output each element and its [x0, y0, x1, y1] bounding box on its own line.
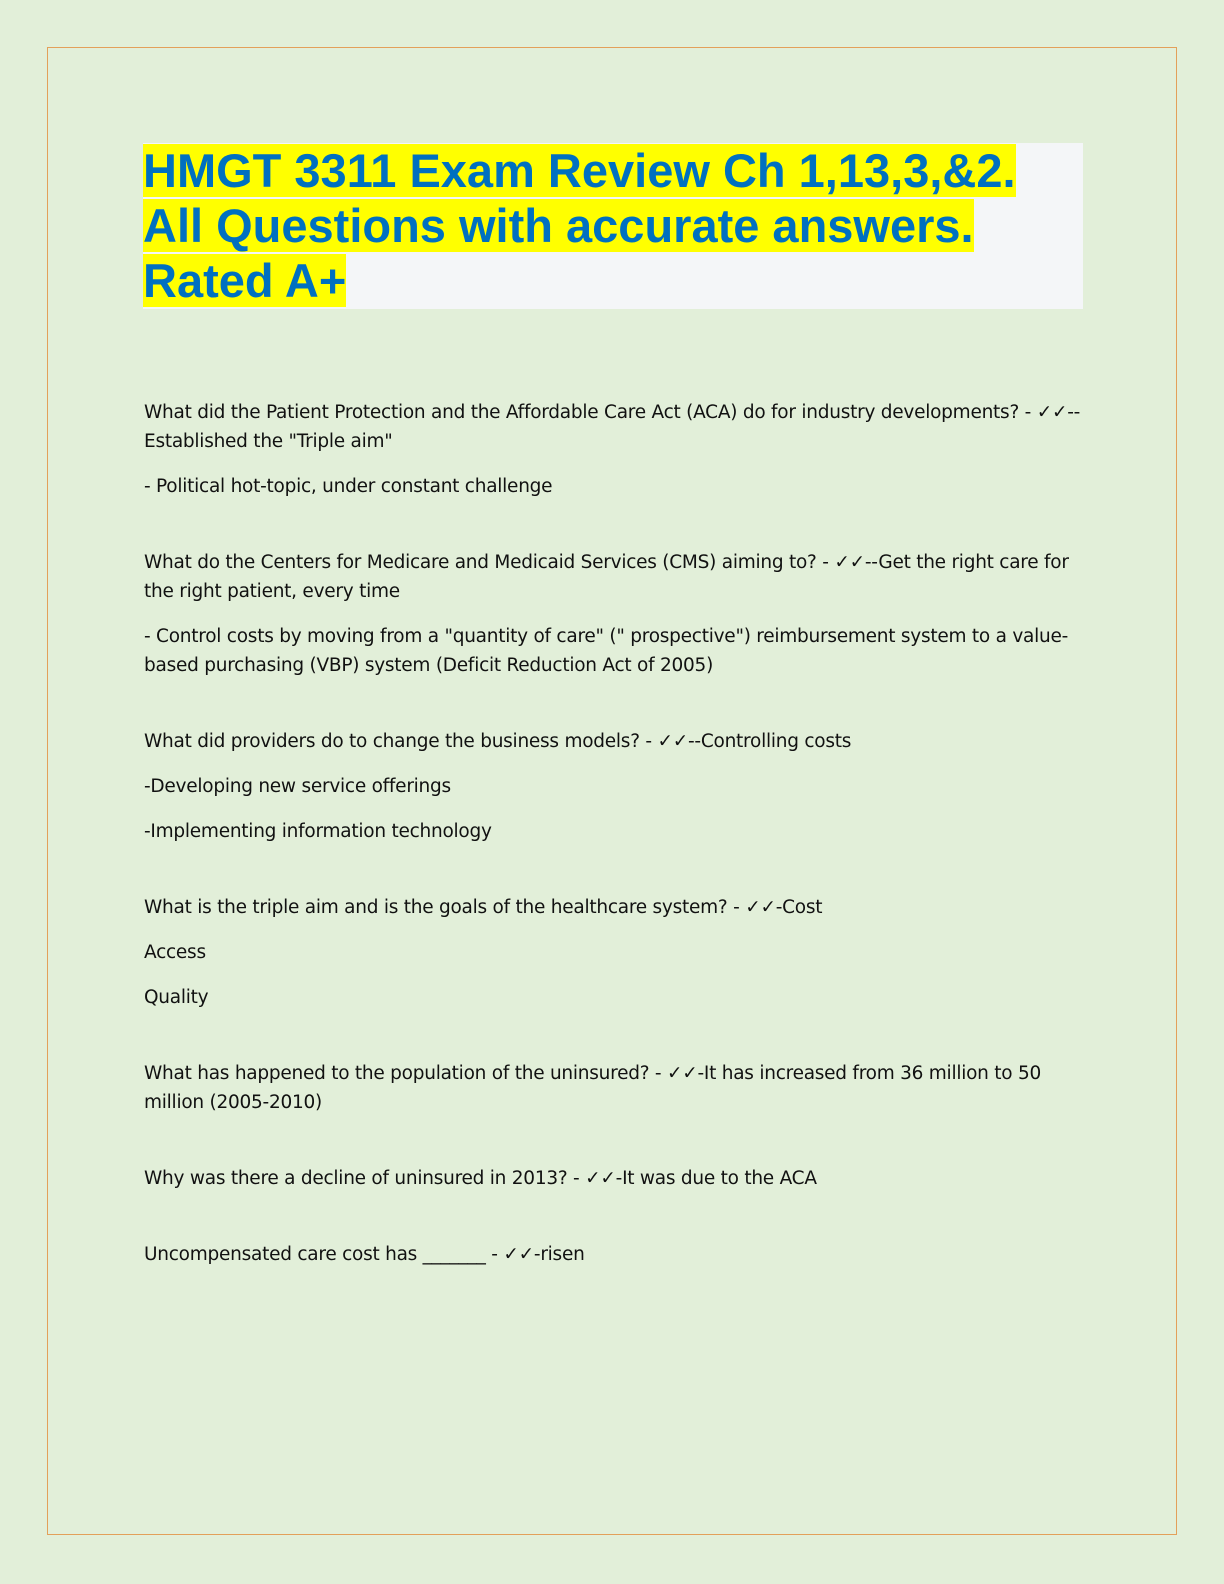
qa-item — [144, 727, 1084, 846]
answer-line: Access — [144, 942, 206, 963]
answer-line: - Control costs by moving from a "quantity of care" (" prospective") reimbursement system to a value-based purchasing (VBP) system (Deficit Reduction Act of 2005) — [144, 626, 1069, 676]
check-mark-icon: ✓✓ — [657, 731, 688, 752]
check-mark-icon: ✓✓ — [503, 1244, 534, 1265]
check-mark-icon: ✓✓ — [834, 552, 865, 573]
answer-line: -Implementing information technology — [144, 821, 492, 842]
question-line — [144, 1164, 1084, 1193]
question-line — [144, 1240, 1084, 1269]
document-title — [143, 143, 1083, 308]
qa-item — [144, 398, 1084, 501]
check-mark-icon: ✓✓ — [745, 897, 776, 918]
check-mark-icon: ✓✓ — [666, 1063, 698, 1084]
question-line — [144, 727, 1084, 756]
question-text: What did the Patient Protection and the Affordable Care Act (ACA) do for industry developments? - — [144, 402, 1037, 423]
qa-item — [144, 548, 1084, 680]
qa-item — [144, 1164, 1084, 1193]
qa-item — [144, 1240, 1084, 1269]
question-text: What do the Centers for Medicare and Medicaid Services (CMS) aiming to? - — [144, 552, 835, 573]
question-line — [144, 893, 1084, 922]
question-line — [144, 548, 1084, 606]
question-text: What has happened to the population of the uninsured? - — [144, 1063, 667, 1084]
qa-item — [144, 1059, 1084, 1117]
question-line — [144, 1059, 1084, 1117]
answer-text: --Established the "Triple aim" — [144, 402, 1081, 452]
answer-text: --Get the right care for the right patient, every time — [144, 552, 1069, 602]
title-box — [143, 143, 1083, 309]
check-mark-icon: ✓✓ — [1036, 402, 1068, 423]
check-mark-icon: ✓✓ — [585, 1168, 616, 1189]
qa-item — [144, 893, 1084, 1012]
answer-line: Quality — [144, 987, 209, 1008]
qa-list — [144, 398, 1084, 1316]
title-highlight: HMGT 3311 Exam Review Ch 1,13,3,&2. All Questions with accurate answers. Rated A+ — [143, 144, 1016, 307]
answer-text: --Controlling costs — [687, 731, 852, 752]
question-line — [144, 398, 1084, 456]
answer-text: -It has increased from 36 million to 50 million (2005-2010) — [144, 1063, 1042, 1113]
answer-text: -It was due to the ACA — [615, 1168, 817, 1189]
answer-line: -Developing new service offerings — [144, 776, 451, 797]
question-text: What did providers do to change the business models? - — [144, 731, 658, 752]
question-text: Why was there a decline of uninsured in 2013? - — [144, 1168, 586, 1189]
question-text: Uncompensated care cost has _______ - — [144, 1244, 504, 1265]
answer-text: -risen — [533, 1244, 585, 1265]
answer-line: - Political hot-topic, under constant challenge — [144, 476, 553, 497]
answer-text: -Cost — [775, 897, 823, 918]
question-text: What is the triple aim and is the goals of the healthcare system? - — [144, 897, 746, 918]
